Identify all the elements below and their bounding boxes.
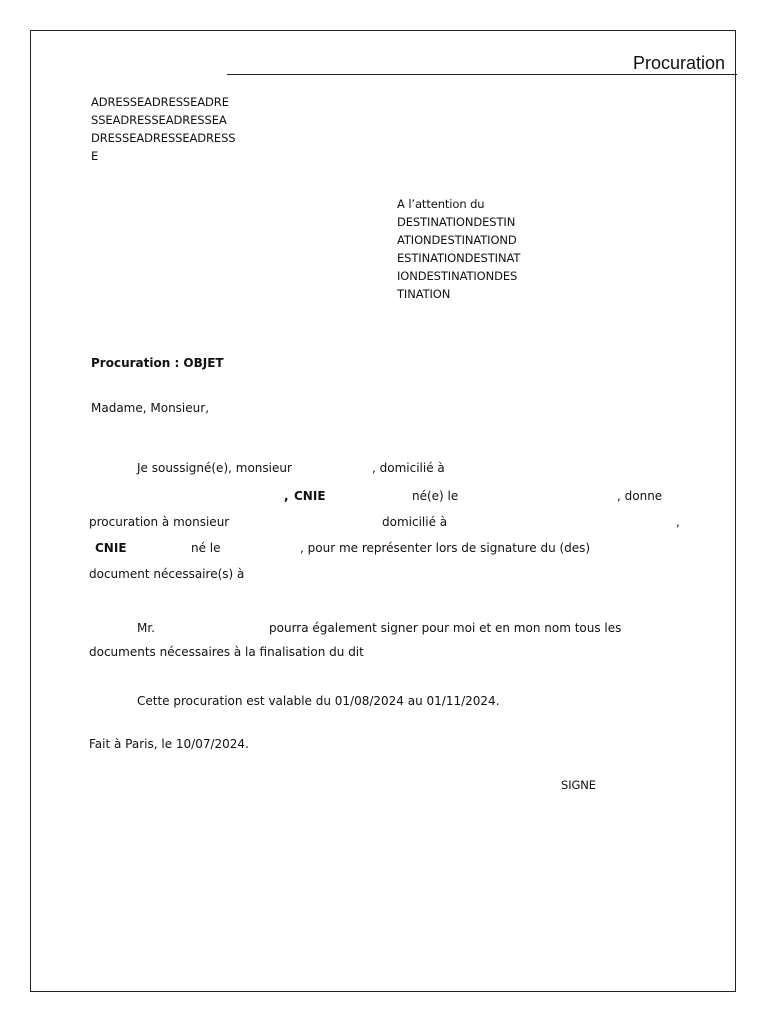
signature-label: SIGNE: [561, 778, 596, 792]
paragraph-text: , donne: [617, 489, 663, 503]
recipient-line: DESTINATIONDESTIN: [397, 215, 516, 229]
header-rule: [227, 74, 737, 75]
paragraph-text: , pour me représenter lors de signature du (des): [300, 541, 591, 555]
paragraph-text: né(e) le: [412, 489, 459, 503]
recipient-line: ESTINATIONDESTINAT: [397, 251, 521, 265]
paragraph-text: ,: [284, 489, 289, 503]
salutation: Madame, Monsieur,: [91, 401, 210, 415]
paragraph-text: né le: [191, 541, 221, 555]
sender-address-line: E: [91, 149, 99, 163]
paragraph-text: pourra également signer pour moi et en mon nom tous les: [269, 621, 622, 635]
sender-address-line: DRESSEADRESSEADRESS: [91, 131, 236, 145]
letter-subject: Procuration : OBJET: [91, 356, 224, 370]
cnie-label: CNIE: [95, 541, 127, 555]
recipient-line: TINATION: [397, 287, 451, 301]
paragraph-text: Je soussigné(e), monsieur: [137, 461, 292, 475]
paragraph-text: Mr.: [137, 621, 155, 635]
cnie-label: CNIE: [294, 489, 326, 503]
validity-text: Cette procuration est valable du 01/08/2024 au 01/11/2024.: [137, 694, 500, 708]
sender-address-line: ADRESSEADRESSEADRE: [91, 95, 229, 109]
paragraph-text: documents nécessaires à la finalisation du dit: [89, 645, 364, 659]
recipient-block: [397, 195, 520, 303]
recipient-attention: A l’attention du: [397, 197, 485, 211]
paragraph-text: domicilié à: [382, 515, 448, 529]
recipient-line: IONDESTINATIONDES: [397, 269, 518, 283]
paragraph-text: ,: [676, 515, 680, 529]
document-page: [30, 30, 736, 992]
place-date: Fait à Paris, le 10/07/2024.: [89, 737, 249, 751]
sender-address-line: SSEADRESSEADRESSEA: [91, 113, 227, 127]
header-title: Procuration: [633, 53, 726, 73]
paragraph-text: procuration à monsieur: [89, 515, 230, 529]
sender-address: [91, 93, 236, 165]
paragraph-text: document nécessaire(s) à: [89, 567, 245, 581]
recipient-line: ATIONDESTINATIOND: [397, 233, 517, 247]
paragraph-text: , domicilié à: [372, 461, 445, 475]
